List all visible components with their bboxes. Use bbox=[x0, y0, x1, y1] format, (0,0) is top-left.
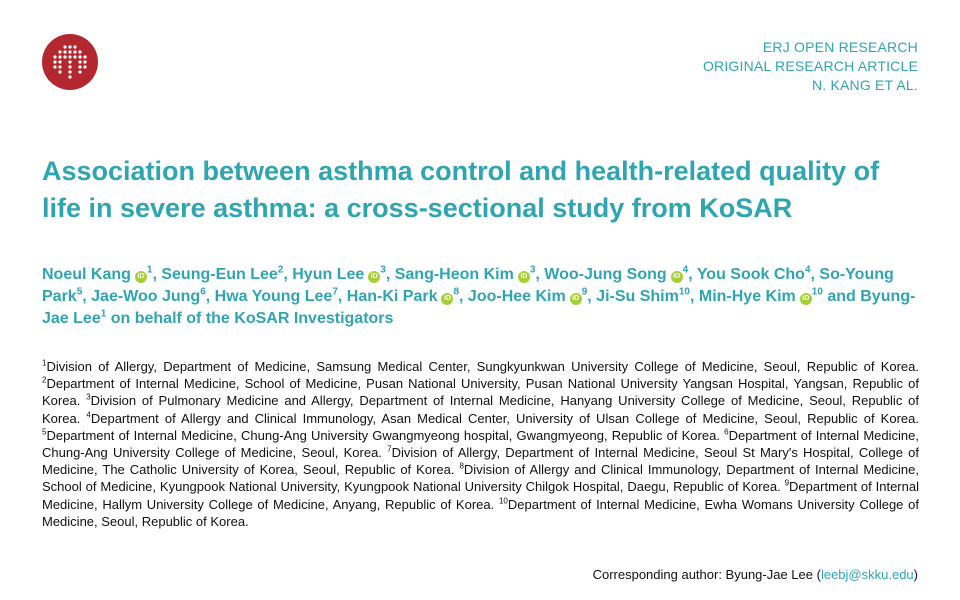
affiliations bbox=[42, 358, 919, 530]
affiliation-number: 3 bbox=[86, 393, 91, 403]
author-name: You Sook Cho bbox=[696, 266, 805, 283]
author bbox=[91, 288, 206, 305]
author-name: Seung-Eun Lee bbox=[161, 266, 278, 283]
affiliation-number: 10 bbox=[498, 496, 508, 506]
author-name: Min-Hye Kim bbox=[698, 288, 796, 305]
author-name: Woo-Jung Song bbox=[544, 266, 667, 283]
author-separator: , bbox=[688, 266, 697, 283]
corresponding-close: ) bbox=[913, 567, 918, 582]
author-name: So-Young Park bbox=[42, 266, 894, 305]
author bbox=[42, 266, 152, 283]
author bbox=[395, 266, 536, 283]
orcid-icon[interactable]: iD bbox=[800, 293, 812, 305]
affiliation-text: Department of Internal Medicine, Chung-Ang University College of Medicine, Seoul, Korea. bbox=[42, 427, 919, 461]
journal-header bbox=[703, 38, 918, 95]
author-name: Jae-Woo Jung bbox=[91, 288, 201, 305]
affiliation-ref: 3 bbox=[529, 264, 536, 276]
affiliation-ref: 4 bbox=[804, 264, 811, 276]
author bbox=[596, 288, 690, 305]
author bbox=[544, 266, 688, 283]
affiliation-ref: 4 bbox=[682, 264, 689, 276]
author-separator: , bbox=[810, 266, 820, 283]
affiliation-ref: 10 bbox=[811, 286, 823, 298]
corresponding-email-link[interactable]: leebj@skku.edu bbox=[820, 567, 914, 582]
journal-name: ERJ OPEN RESEARCH bbox=[762, 39, 918, 55]
author-separator: and bbox=[822, 288, 861, 305]
orcid-icon[interactable]: iD bbox=[368, 271, 380, 283]
affiliation-ref: 5 bbox=[76, 286, 83, 298]
affiliation-ref: 10 bbox=[678, 286, 690, 298]
author-name: Han-Ki Park bbox=[346, 288, 438, 305]
author-separator: , bbox=[205, 288, 215, 305]
affiliation-text: Department of Internal Medicine, Chung-Ang University Gwangmyeong hospital, Gwangmyeong, Republic of Korea. bbox=[46, 427, 720, 443]
author-separator: , bbox=[283, 266, 293, 283]
corresponding-label: Corresponding author: Byung-Jae Lee ( bbox=[592, 567, 821, 582]
author-separator: , bbox=[82, 288, 92, 305]
orcid-icon[interactable]: iD bbox=[518, 271, 530, 283]
affiliation-number: 7 bbox=[387, 444, 392, 454]
author bbox=[699, 288, 823, 305]
author-name: Ji-Su Shim bbox=[596, 288, 679, 305]
author-separator: , bbox=[587, 288, 597, 305]
author-list bbox=[42, 264, 932, 330]
affiliation-number: 1 bbox=[42, 358, 47, 368]
author-name: Hwa Young Lee bbox=[214, 288, 333, 305]
affiliation-number: 2 bbox=[42, 375, 47, 385]
affiliation-number: 9 bbox=[784, 479, 790, 489]
author-name: Noeul Kang bbox=[42, 266, 131, 283]
author-name: Byung-Jae Lee bbox=[42, 288, 916, 327]
author bbox=[347, 288, 459, 305]
affiliation-ref: 1 bbox=[100, 308, 107, 320]
affiliation-ref: 9 bbox=[581, 286, 588, 298]
affiliation-text: Division of Allergy, Department of Internal Medicine, Seoul St Mary's Hospital, College of Medicine, The Catholic University of Korea, Seoul, Republic of Korea. bbox=[42, 445, 919, 478]
affiliation-number: 8 bbox=[459, 461, 464, 471]
affiliation-text: Department of Internal Medicine, Hallym University College of Medicine, Anyang, Republic of Korea. bbox=[42, 479, 919, 512]
affiliation-text: Department of Allergy and Clinical Immunology, Asan Medical Center, University of Ulsan College of Medicine, Seoul, Republic of Korea. bbox=[90, 410, 919, 426]
article-type: ORIGINAL RESEARCH ARTICLE bbox=[702, 58, 918, 74]
orcid-icon[interactable]: iD bbox=[671, 271, 683, 283]
orcid-icon[interactable]: iD bbox=[135, 271, 147, 283]
affiliation-text: Division of Allergy, Department of Medicine, Samsung Medical Center, Sungkyunkwan University College of Medicine, Seoul, Republic of Korea. bbox=[46, 359, 919, 374]
author bbox=[215, 288, 338, 305]
author-separator: , bbox=[385, 266, 395, 283]
affiliation-text: Division of Allergy and Clinical Immunology, Department of Internal Medicine, School of Medicine, Kyungpook National University, Kyungpook National University Chilgok Hospital, Daegu, Republic of Korea. bbox=[42, 462, 919, 495]
affiliation-ref: 1 bbox=[146, 264, 153, 276]
journal-logo-mark bbox=[42, 34, 98, 90]
affiliation-ref: 2 bbox=[277, 264, 284, 276]
author-separator: , bbox=[337, 288, 347, 305]
author bbox=[292, 266, 386, 283]
corresponding-author bbox=[593, 566, 918, 583]
author-group-suffix: on behalf of the KoSAR Investigators bbox=[106, 310, 394, 327]
author-name: Joo-Hee Kim bbox=[467, 288, 566, 305]
affiliation-text: Department of Internal Medicine, School of Medicine, Pusan National University, Pusan National University Yangsan Hospital, Yangsan, Republic of Korea. bbox=[42, 376, 919, 409]
affiliation-number: 6 bbox=[724, 427, 729, 437]
affiliation-number: 4 bbox=[86, 410, 91, 420]
author-separator: , bbox=[152, 266, 162, 283]
affiliation-ref: 7 bbox=[332, 286, 338, 298]
author-separator: , bbox=[689, 288, 699, 305]
orcid-icon[interactable]: iD bbox=[441, 293, 453, 305]
affiliation-number: 5 bbox=[42, 427, 47, 437]
author-name: Sang-Heon Kim bbox=[394, 266, 514, 283]
author-name: Hyun Lee bbox=[292, 266, 365, 283]
affiliation-ref: 3 bbox=[380, 264, 386, 276]
article-title: Association between asthma control and health-related quality of life in severe asthma: a cross-sectional study from KoSAR bbox=[42, 156, 880, 223]
journal-logo-icon bbox=[42, 34, 98, 90]
running-author: N. KANG ET AL. bbox=[811, 77, 918, 93]
author bbox=[697, 266, 811, 283]
orcid-icon[interactable]: iD bbox=[570, 293, 582, 305]
affiliation-text: Department of Internal Medicine, Ewha Womans University College of Medicine, Seoul, Republic of Korea. bbox=[42, 496, 919, 529]
affiliation-ref: 8 bbox=[453, 286, 460, 298]
author-separator: , bbox=[459, 288, 468, 305]
affiliation-ref: 6 bbox=[200, 286, 206, 298]
affiliation-text: Division of Pulmonary Medicine and Allergy, Department of Internal Medicine, Hanyang University College of Medicine, Seoul, Republic of Korea. bbox=[42, 393, 919, 426]
author bbox=[468, 288, 587, 305]
author-separator: , bbox=[535, 266, 545, 283]
author bbox=[161, 266, 283, 283]
